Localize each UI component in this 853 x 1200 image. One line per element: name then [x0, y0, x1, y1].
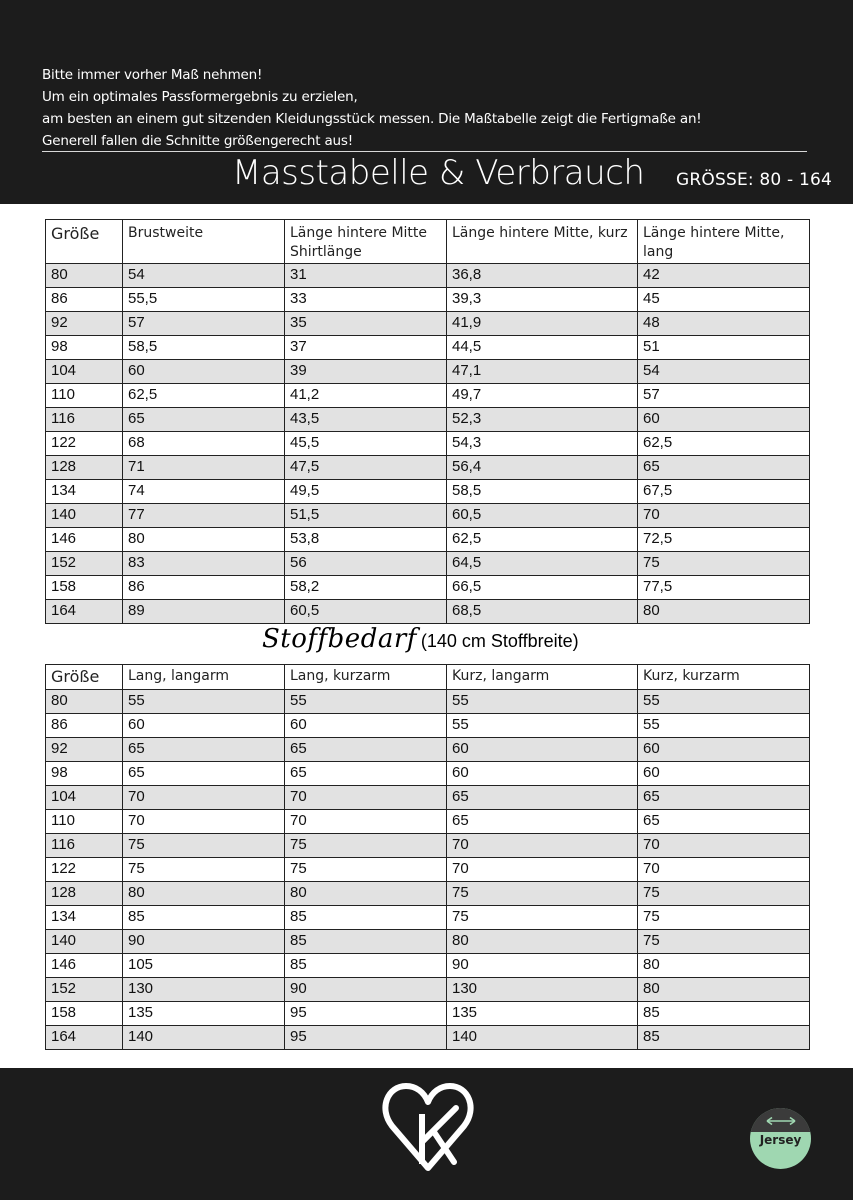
table-row [46, 954, 810, 978]
table-cell: 39 [285, 360, 447, 384]
column-header: Größe [46, 665, 123, 690]
table-cell: 56 [285, 552, 447, 576]
table-cell: 135 [447, 1002, 638, 1026]
table-cell: 36,8 [447, 264, 638, 288]
table-cell: 90 [123, 930, 285, 954]
table-cell: 92 [46, 312, 123, 336]
table-cell: 44,5 [447, 336, 638, 360]
fabric-heading [262, 624, 579, 654]
table-cell: 65 [285, 762, 447, 786]
table-cell: 75 [638, 930, 810, 954]
table-cell: 70 [285, 786, 447, 810]
table-header-row [46, 665, 810, 690]
table-cell: 68,5 [447, 600, 638, 624]
table-header-row [46, 220, 810, 264]
fabric-title: Stoffbedarf [262, 624, 417, 654]
column-header: Brustweite [123, 220, 285, 264]
table-cell: 57 [123, 312, 285, 336]
column-header: Lang, kurzarm [285, 665, 447, 690]
table-cell: 135 [123, 1002, 285, 1026]
table-row [46, 408, 810, 432]
intro-line: am besten an einem gut sitzenden Kleidungsstück messen. Die Maßtabelle zeigt die Fertigmaße an! [42, 111, 702, 127]
table-cell: 60 [638, 408, 810, 432]
table-cell: 75 [638, 906, 810, 930]
table-cell: 68 [123, 432, 285, 456]
table-cell: 60 [447, 738, 638, 762]
table-row [46, 810, 810, 834]
table-cell: 130 [123, 978, 285, 1002]
table-row [46, 834, 810, 858]
table-cell: 140 [46, 504, 123, 528]
table-cell: 110 [46, 810, 123, 834]
table-row [46, 858, 810, 882]
table-cell: 104 [46, 360, 123, 384]
table-cell: 86 [123, 576, 285, 600]
table-cell: 75 [638, 882, 810, 906]
table-row [46, 978, 810, 1002]
table-row [46, 528, 810, 552]
table-cell: 77 [123, 504, 285, 528]
table-cell: 130 [447, 978, 638, 1002]
table-cell: 75 [285, 834, 447, 858]
table-cell: 65 [123, 738, 285, 762]
table-cell: 85 [638, 1026, 810, 1050]
table-cell: 86 [46, 288, 123, 312]
table-cell: 134 [46, 906, 123, 930]
table-cell: 85 [638, 1002, 810, 1026]
table-row [46, 906, 810, 930]
table-cell: 65 [638, 786, 810, 810]
size-range-label: GRÖSSE: 80 - 164 [676, 170, 833, 190]
table-row [46, 504, 810, 528]
table-cell: 80 [285, 882, 447, 906]
table-cell: 89 [123, 600, 285, 624]
table-cell: 52,3 [447, 408, 638, 432]
table-cell: 116 [46, 834, 123, 858]
table-cell: 90 [447, 954, 638, 978]
table-cell: 98 [46, 762, 123, 786]
column-header: Kurz, langarm [447, 665, 638, 690]
table-cell: 85 [123, 906, 285, 930]
measurement-table-body [46, 264, 810, 624]
heart-k-logo-icon [382, 1078, 474, 1172]
table-cell: 70 [447, 858, 638, 882]
table-cell: 75 [447, 882, 638, 906]
table-cell: 116 [46, 408, 123, 432]
stretch-arrows-icon [764, 1116, 798, 1126]
column-header: Länge hintere Mitte Shirtlänge [285, 220, 447, 264]
table-cell: 64,5 [447, 552, 638, 576]
table-cell: 164 [46, 600, 123, 624]
table-cell: 105 [123, 954, 285, 978]
table-cell: 58,5 [447, 480, 638, 504]
table-cell: 70 [447, 834, 638, 858]
table-cell: 80 [447, 930, 638, 954]
table-row [46, 600, 810, 624]
table-cell: 35 [285, 312, 447, 336]
table-cell: 65 [123, 762, 285, 786]
divider [42, 151, 807, 152]
table-cell: 85 [285, 906, 447, 930]
table-row [46, 384, 810, 408]
table-cell: 43,5 [285, 408, 447, 432]
table-cell: 49,7 [447, 384, 638, 408]
table-row [46, 690, 810, 714]
table-cell: 146 [46, 528, 123, 552]
table-cell: 41,9 [447, 312, 638, 336]
header-band [0, 0, 853, 204]
table-cell: 58,2 [285, 576, 447, 600]
table-cell: 70 [638, 834, 810, 858]
table-cell: 62,5 [447, 528, 638, 552]
table-cell: 95 [285, 1002, 447, 1026]
table-cell: 128 [46, 456, 123, 480]
table-cell: 47,1 [447, 360, 638, 384]
column-header: Größe [46, 220, 123, 264]
table-cell: 58,5 [123, 336, 285, 360]
table-cell: 42 [638, 264, 810, 288]
table-cell: 54 [123, 264, 285, 288]
table-cell: 54 [638, 360, 810, 384]
table-cell: 80 [46, 264, 123, 288]
table-cell: 134 [46, 480, 123, 504]
table-cell: 75 [447, 906, 638, 930]
table-cell: 72,5 [638, 528, 810, 552]
table-row [46, 264, 810, 288]
table-cell: 55 [638, 714, 810, 738]
column-header: Lang, langarm [123, 665, 285, 690]
table-cell: 110 [46, 384, 123, 408]
table-cell: 51,5 [285, 504, 447, 528]
table-cell: 54,3 [447, 432, 638, 456]
fabric-table [45, 664, 810, 1050]
table-cell: 158 [46, 576, 123, 600]
table-cell: 66,5 [447, 576, 638, 600]
table-cell: 65 [447, 786, 638, 810]
table-cell: 70 [638, 858, 810, 882]
table-cell: 122 [46, 858, 123, 882]
table-cell: 55 [123, 690, 285, 714]
table-cell: 60 [123, 714, 285, 738]
table-row [46, 336, 810, 360]
table-cell: 74 [123, 480, 285, 504]
table-row [46, 360, 810, 384]
table-cell: 80 [638, 600, 810, 624]
table-cell: 65 [285, 738, 447, 762]
table-cell: 86 [46, 714, 123, 738]
table-row [46, 882, 810, 906]
table-cell: 62,5 [123, 384, 285, 408]
table-cell: 83 [123, 552, 285, 576]
table-cell: 77,5 [638, 576, 810, 600]
page-title: Masstabelle & Verbrauch [232, 153, 645, 193]
intro-line: Bitte immer vorher Maß nehmen! [42, 67, 263, 83]
table-cell: 70 [123, 810, 285, 834]
table-cell: 80 [638, 978, 810, 1002]
jersey-badge [750, 1108, 811, 1169]
table-row [46, 480, 810, 504]
table-cell: 80 [123, 882, 285, 906]
table-cell: 152 [46, 978, 123, 1002]
table-cell: 70 [638, 504, 810, 528]
table-cell: 47,5 [285, 456, 447, 480]
table-row [46, 552, 810, 576]
table-cell: 57 [638, 384, 810, 408]
table-row [46, 576, 810, 600]
table-cell: 62,5 [638, 432, 810, 456]
table-cell: 60,5 [447, 504, 638, 528]
table-cell: 164 [46, 1026, 123, 1050]
table-cell: 51 [638, 336, 810, 360]
table-cell: 140 [46, 930, 123, 954]
table-row [46, 762, 810, 786]
table-cell: 85 [285, 930, 447, 954]
badge-label: Jersey [759, 1133, 802, 1147]
table-cell: 60 [285, 714, 447, 738]
table-cell: 55,5 [123, 288, 285, 312]
table-row [46, 1026, 810, 1050]
table-cell: 75 [123, 834, 285, 858]
table-cell: 85 [285, 954, 447, 978]
table-cell: 95 [285, 1026, 447, 1050]
table-cell: 48 [638, 312, 810, 336]
intro-line: Generell fallen die Schnitte größengerecht aus! [42, 133, 353, 149]
table-cell: 53,8 [285, 528, 447, 552]
fabric-subtitle: (140 cm Stoffbreite) [420, 631, 579, 651]
table-cell: 71 [123, 456, 285, 480]
table-row [46, 786, 810, 810]
table-cell: 41,2 [285, 384, 447, 408]
table-cell: 65 [638, 810, 810, 834]
table-cell: 128 [46, 882, 123, 906]
table-cell: 158 [46, 1002, 123, 1026]
table-cell: 92 [46, 738, 123, 762]
table-cell: 39,3 [447, 288, 638, 312]
table-cell: 55 [447, 690, 638, 714]
table-cell: 75 [123, 858, 285, 882]
table-cell: 75 [285, 858, 447, 882]
table-cell: 70 [285, 810, 447, 834]
table-cell: 65 [123, 408, 285, 432]
table-cell: 122 [46, 432, 123, 456]
table-row [46, 930, 810, 954]
table-row [46, 288, 810, 312]
table-row [46, 1002, 810, 1026]
table-cell: 31 [285, 264, 447, 288]
table-cell: 49,5 [285, 480, 447, 504]
table-cell: 65 [447, 810, 638, 834]
table-cell: 80 [123, 528, 285, 552]
table-cell: 80 [46, 690, 123, 714]
table-cell: 60 [638, 762, 810, 786]
measurement-table [45, 219, 810, 624]
table-cell: 56,4 [447, 456, 638, 480]
table-cell: 80 [638, 954, 810, 978]
table-cell: 146 [46, 954, 123, 978]
table-cell: 45 [638, 288, 810, 312]
table-cell: 60 [638, 738, 810, 762]
table-cell: 140 [123, 1026, 285, 1050]
table-cell: 60,5 [285, 600, 447, 624]
table-row [46, 738, 810, 762]
intro-text [42, 64, 702, 152]
table-cell: 60 [447, 762, 638, 786]
table-cell: 55 [638, 690, 810, 714]
table-row [46, 312, 810, 336]
intro-line: Um ein optimales Passformergebnis zu erzielen, [42, 89, 358, 105]
table-cell: 55 [447, 714, 638, 738]
table-cell: 33 [285, 288, 447, 312]
table-cell: 60 [123, 360, 285, 384]
table-cell: 45,5 [285, 432, 447, 456]
table-row [46, 432, 810, 456]
table-cell: 152 [46, 552, 123, 576]
table-cell: 65 [638, 456, 810, 480]
column-header: Länge hintere Mitte, kurz [447, 220, 638, 264]
table-row [46, 456, 810, 480]
table-row [46, 714, 810, 738]
table-cell: 140 [447, 1026, 638, 1050]
table-cell: 90 [285, 978, 447, 1002]
table-cell: 98 [46, 336, 123, 360]
table-cell: 70 [123, 786, 285, 810]
fabric-table-body [46, 690, 810, 1050]
table-cell: 75 [638, 552, 810, 576]
column-header: Länge hintere Mitte, lang [638, 220, 810, 264]
table-cell: 67,5 [638, 480, 810, 504]
column-header: Kurz, kurzarm [638, 665, 810, 690]
table-cell: 55 [285, 690, 447, 714]
table-cell: 37 [285, 336, 447, 360]
table-cell: 104 [46, 786, 123, 810]
